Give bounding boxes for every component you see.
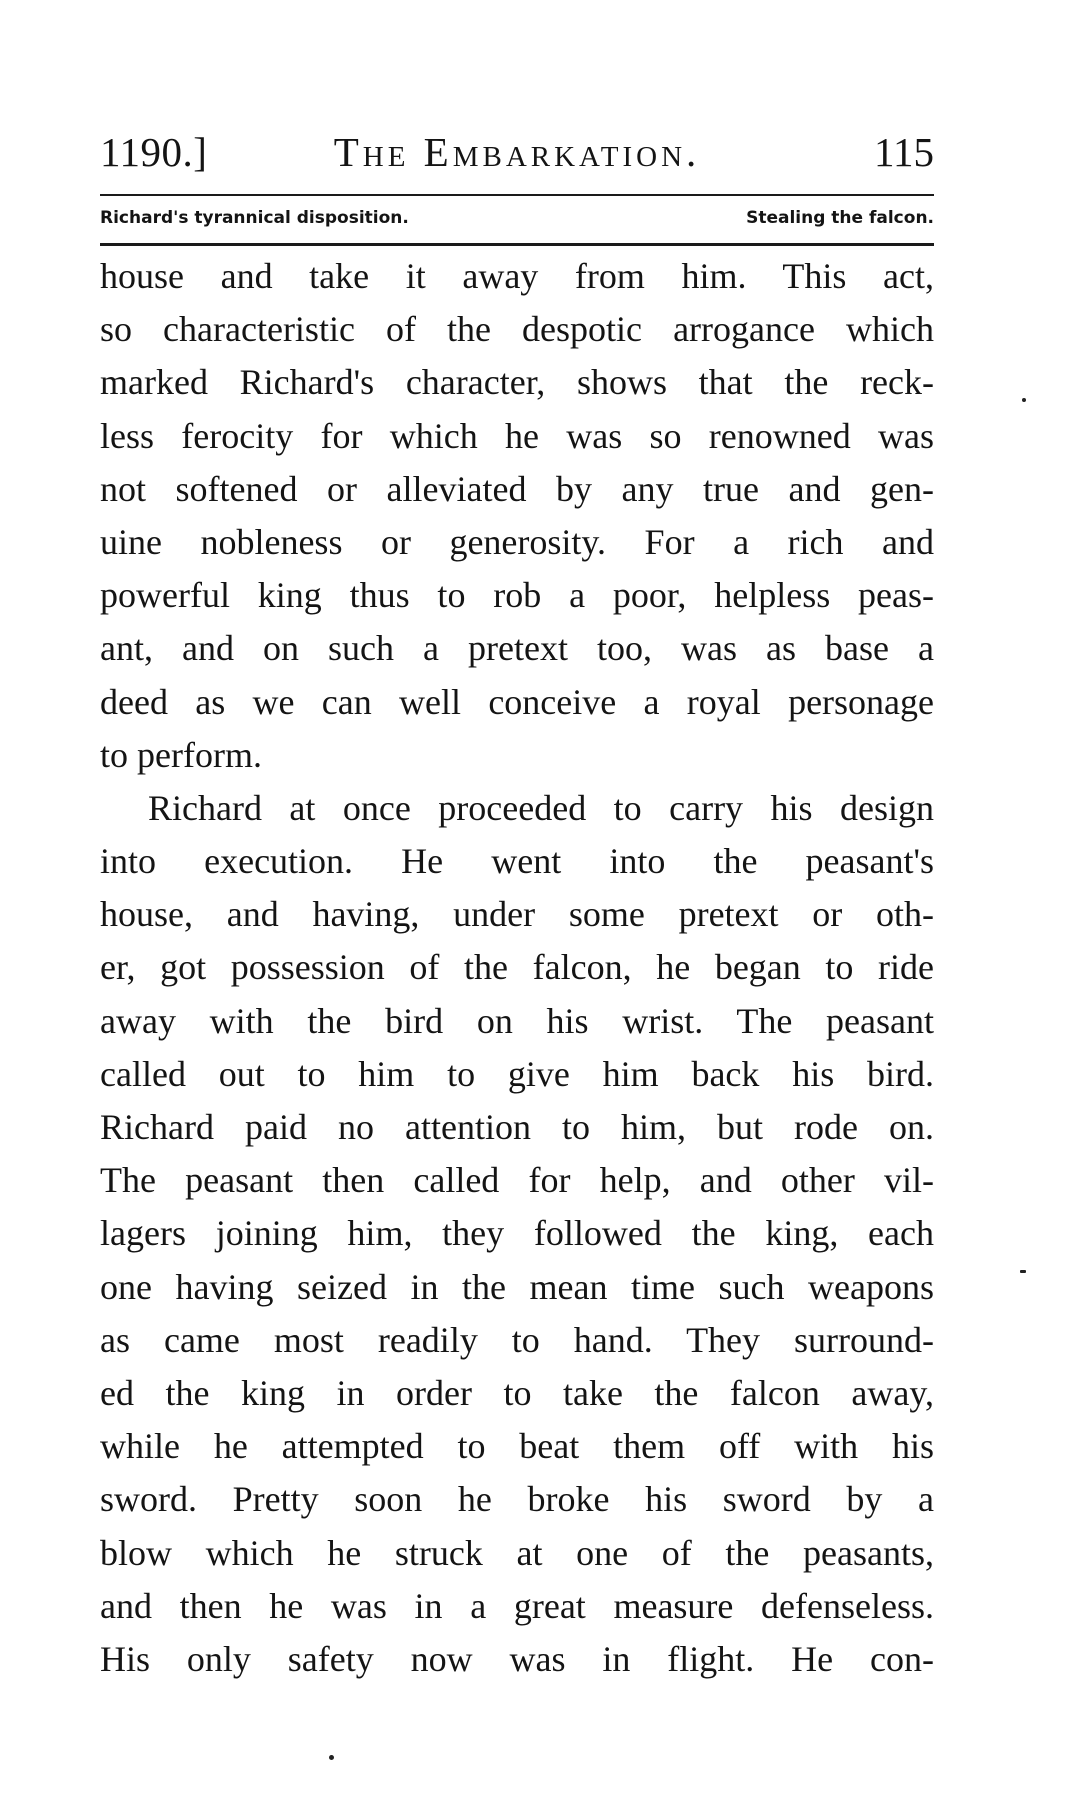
header-rule-top (100, 194, 934, 196)
text-line: deed as we can well conceive a royal personage (100, 681, 934, 722)
text-line: so characteristic of the despotic arrogance which (100, 309, 934, 350)
header-rule-bottom (100, 243, 934, 246)
marginal-subheader (100, 206, 934, 236)
text-line: house, and having, under some pretext or oth- (100, 894, 934, 935)
text-line: away with the bird on his wrist. The peasant (100, 1000, 934, 1041)
text-line: house and take it away from him. This act, (100, 256, 934, 296)
text-line: sword. Pretty soon he broke his sword by a (100, 1479, 934, 1520)
text-line: Richard at once proceeded to carry his design (148, 787, 934, 828)
page-number: 115 (874, 129, 934, 175)
text-line: ed the king in order to take the falcon away, (100, 1372, 934, 1413)
print-speck (1020, 1270, 1026, 1273)
text-line: one having seized in the mean time such weapons (100, 1266, 934, 1307)
text-line: to perform. (100, 734, 262, 775)
text-line: marked Richard's character, shows that the reck- (100, 362, 934, 403)
text-line: er, got possession of the falcon, he began to ride (100, 947, 934, 988)
running-header (100, 128, 934, 180)
text-line: His only safety now was in flight. He con- (100, 1638, 934, 1679)
header-year: 1190.] (100, 129, 208, 175)
text-line: Richard paid no attention to him, but rode on. (100, 1107, 934, 1147)
chapter-title: The Embarkation. (333, 129, 701, 175)
subheader-right: Stealing the falcon. (746, 208, 934, 228)
text-line: into execution. He went into the peasant's (100, 841, 934, 882)
text-line: ant, and on such a pretext too, was as base a (100, 628, 934, 669)
text-line: lagers joining him, they followed the king, each (100, 1213, 934, 1254)
print-speck (329, 1755, 334, 1760)
text-line: uine nobleness or generosity. For a rich and (100, 521, 934, 562)
text-line: less ferocity for which he was so renowned was (100, 415, 934, 456)
print-speck (1022, 398, 1026, 402)
text-line: The peasant then called for help, and other vil- (100, 1160, 934, 1201)
text-line: as came most readily to hand. They surround- (100, 1319, 934, 1360)
text-line: called out to him to give him back his bird. (100, 1053, 934, 1094)
subheader-left: Richard's tyrannical disposition. (100, 208, 409, 228)
body-text (100, 250, 934, 1686)
text-line: and then he was in a great measure defenseless. (100, 1585, 934, 1626)
text-line: not softened or alleviated by any true and gen- (100, 468, 934, 509)
text-line: while he attempted to beat them off with his (100, 1426, 934, 1467)
text-line: blow which he struck at one of the peasants, (100, 1532, 934, 1573)
text-line: powerful king thus to rob a poor, helpless peas- (100, 575, 934, 616)
